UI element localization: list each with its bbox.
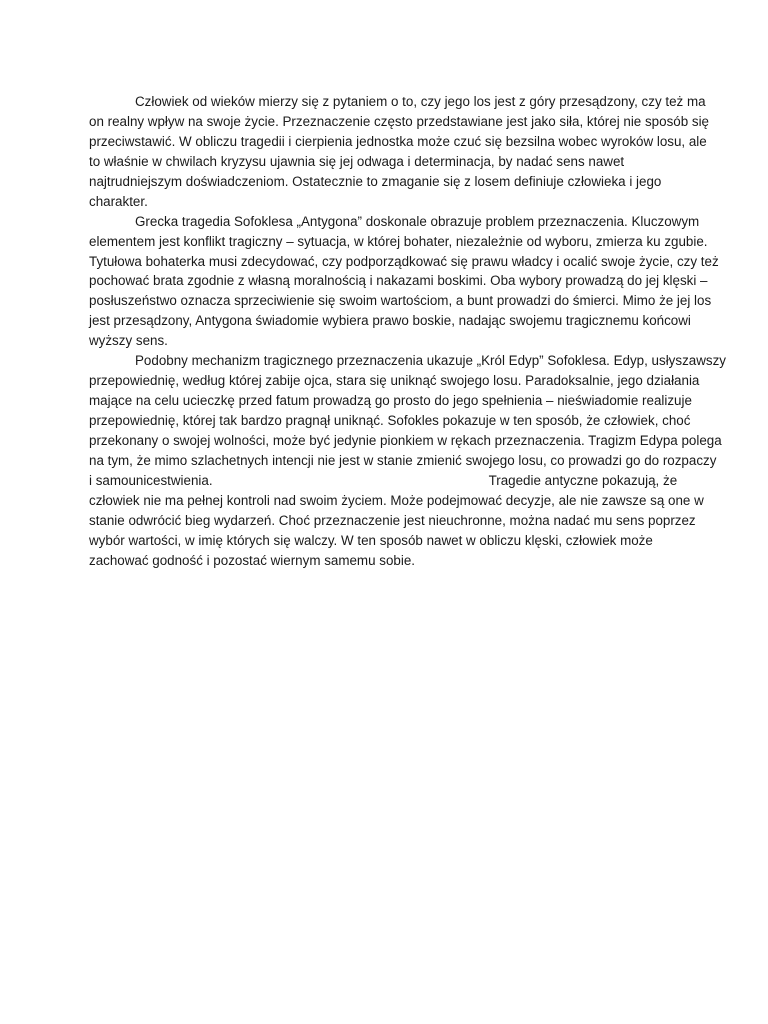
paragraph-2-line: jest przesądzony, Antygona świadomie wybiera prawo boskie, nadając swojemu tragicznemu końcowi xyxy=(89,313,691,329)
paragraph-3-line: przekonany o swojej wolności, może być jedynie pionkiem w rękach przeznaczenia. Tragizm Edypa polega xyxy=(89,432,722,448)
paragraph-3-line: na tym, że mimo szlachetnych intencji nie jest w stanie zmienić swojego losu, co prowadzi go do rozpaczy xyxy=(89,452,717,468)
paragraph-3-line: przepowiednię, według której zabije ojca, stara się uniknąć swojego losu. Paradoksalnie, jego działania xyxy=(89,373,700,389)
paragraph-4-line: stanie odwrócić bieg wydarzeń. Choć przeznaczenie jest nieuchronne, można nadać mu sens poprzez xyxy=(89,512,696,528)
paragraph-2-line: elementem jest konflikt tragiczny – sytuacja, w której bohater, niezależnie od wyboru, zmierza ku zgubie. xyxy=(89,233,708,249)
paragraph-1-line: Człowiek od wieków mierzy się z pytaniem o to, czy jego los jest z góry przesądzony, czy też ma xyxy=(135,94,706,109)
paragraph-3-line: mające na celu ucieczkę przed fatum prowadzą go prosto do jego spełnienia – nieświadomie realizuje xyxy=(89,393,692,409)
paragraph-2-line: pochować brata zgodnie z własną moralnością i nakazami boskimi. Oba wybory prowadzą do jej klęski – xyxy=(89,273,708,289)
paragraph-1-line: to właśnie w chwilach kryzysu ujawnia się jej odwaga i determinacja, by nadać sens nawet xyxy=(89,153,625,169)
paragraph-2-line: Grecka tragedia Sofoklesa „Antygona” doskonale obrazuje problem przeznaczenia. Kluczowym xyxy=(135,213,700,229)
paragraph-1-line: najtrudniejszym doświadczeniom. Ostatecznie to zmaganie się z losem definiuje człowieka i jego xyxy=(89,173,662,189)
paragraph-3-line-end: i samounicestwienia. xyxy=(89,472,213,488)
paragraph-3-line: przepowiednię, której tak bardzo pragnął uniknąć. Sofokles pokazuje w ten sposób, że człowiek, choć xyxy=(89,413,691,428)
paragraph-4-line: zachować godność i pozostać wiernym samemu sobie. xyxy=(89,552,415,568)
paragraph-1-line: charakter. xyxy=(89,193,148,209)
paragraph-2-line: wyższy sens. xyxy=(89,333,168,349)
paragraph-4-line-start: Tragedie antyczne pokazują, że xyxy=(488,472,678,488)
paragraph-2-line: Tytułowa bohaterka musi zdecydować, czy podporządkować się prawu władcy i ocalić swoje życie, czy też xyxy=(89,253,719,269)
paragraph-1-line: on realny wpływ na swoje życie. Przeznaczenie często przedstawiane jest jako siła, której nie sposób się xyxy=(89,113,709,129)
essay-body xyxy=(89,92,726,571)
paragraph-4-line: wybór wartości, w imię których się walczy. W ten sposób nawet w obliczu klęski, człowiek może xyxy=(89,532,653,548)
paragraph-4-line: człowiek nie ma pełnej kontroli nad swoim życiem. Może podejmować decyzje, ale nie zawsze są one w xyxy=(89,492,704,508)
paragraph-2-line: posłuszeństwo oznacza sprzeciwienie się swoim wartościom, a bunt prowadzi do śmierci. Mimo że jej los xyxy=(89,293,712,309)
paragraph-3-line: Podobny mechanizm tragicznego przeznaczenia ukazuje „Król Edyp” Sofoklesa. Edyp, usłyszawszy xyxy=(135,353,726,369)
paragraph-1-line: przeciwstawić. W obliczu tragedii i cierpienia jednostka może czuć się bezsilna wobec wyroków losu, ale xyxy=(89,133,707,149)
paragraph-3-line xyxy=(89,471,689,491)
